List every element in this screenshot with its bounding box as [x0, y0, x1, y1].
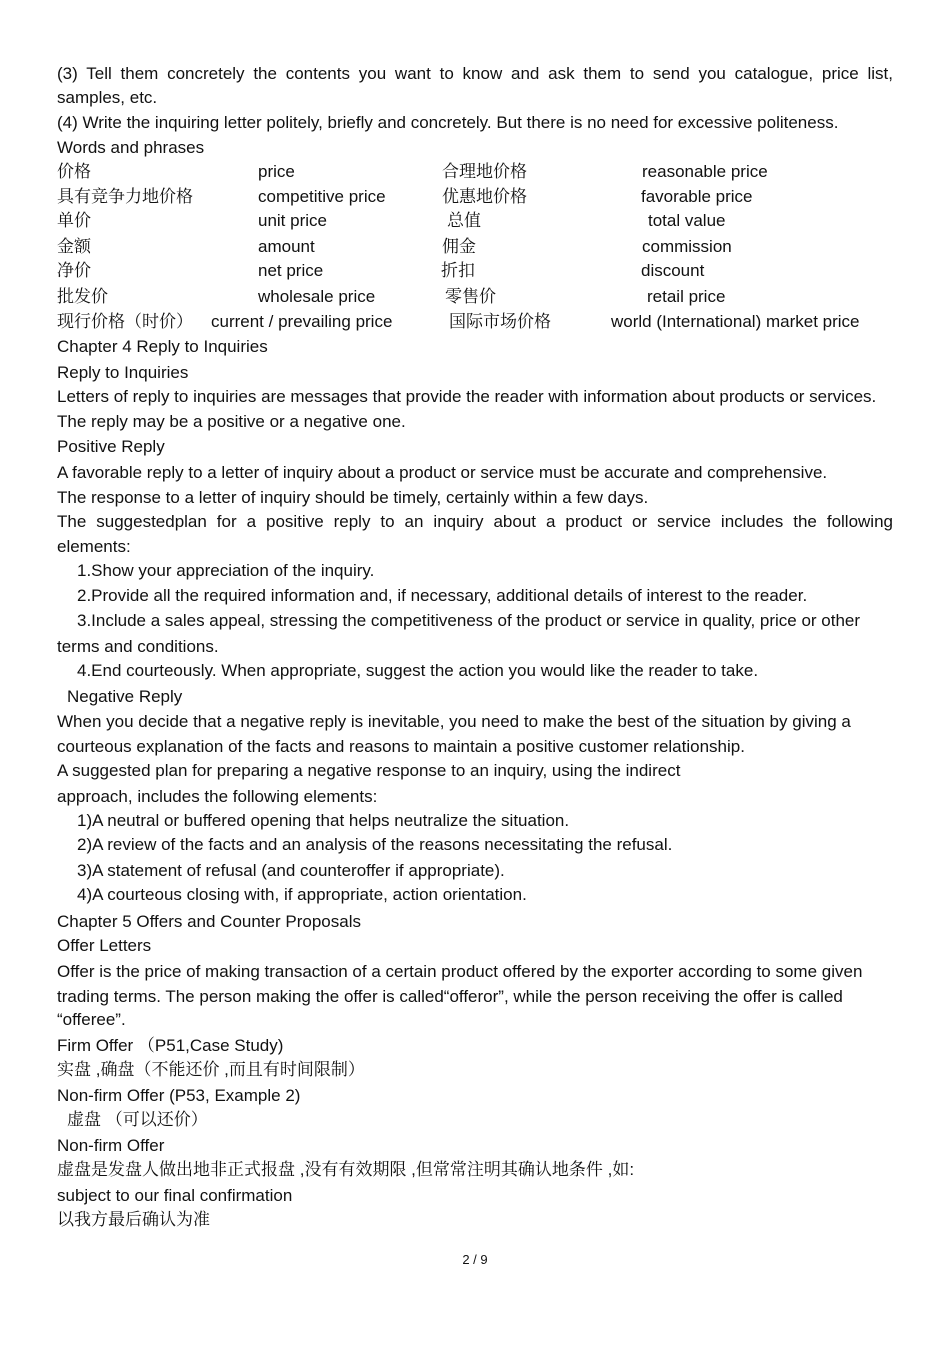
negative-plan-item: 4)A courteous closing with, if appropriate, action orientation. — [77, 885, 527, 904]
firm-offer-cn: 实盘 ,确盘（不能还价 ,而且有时间限制） — [57, 1060, 365, 1079]
vocab-cn-term: 国际市场价格 — [449, 312, 551, 331]
vocab-cn-term: 折扣 — [441, 261, 475, 280]
chapter-5-title: Chapter 5 Offers and Counter Proposals — [57, 912, 361, 931]
vocab-cn-term: 净价 — [57, 261, 91, 280]
vocab-cn-term: 零售价 — [445, 287, 496, 306]
positive-reply-plan-line2: elements: — [57, 537, 131, 556]
vocab-en-term: competitive price — [258, 187, 386, 206]
negative-reply-heading: Negative Reply — [67, 687, 183, 706]
negative-plan-item: 3)A statement of refusal (and counteroffer if appropriate). — [77, 861, 505, 880]
negative-reply-text-line1: When you decide that a negative reply is inevitable, you need to make the best of the situation by giving a — [57, 712, 851, 731]
negative-plan-item: 1)A neutral or buffered opening that helps neutralize the situation. — [77, 811, 570, 830]
vocab-en-term: unit price — [258, 211, 327, 230]
vocab-cn-term: 金额 — [57, 237, 91, 256]
non-firm-offer-cn: 虚盘 （可以还价） — [67, 1110, 208, 1129]
vocab-en-term: discount — [641, 261, 705, 280]
non-firm-offer-description: 虚盘是发盘人做出地非正式报盘 ,没有有效期限 ,但常常注明其确认地条件 ,如: — [57, 1160, 635, 1179]
positive-reply-plan-line1: The suggestedplan for a positive reply to an inquiry about a product or service includes the following — [57, 512, 893, 531]
intro-point-3-line2: samples, etc. — [57, 88, 158, 107]
negative-reply-plan-line1: A suggested plan for preparing a negative response to an inquiry, using the indirect — [57, 761, 681, 780]
vocab-en-term: favorable price — [641, 187, 753, 206]
vocab-en-term: wholesale price — [258, 287, 376, 306]
offer-definition-line3: “offeree”. — [57, 1010, 126, 1029]
vocab-cn-term: 具有竞争力地价格 — [57, 187, 193, 206]
positive-plan-item: 1.Show your appreciation of the inquiry. — [77, 561, 375, 580]
vocab-en-term: current / prevailing price — [211, 312, 393, 331]
positive-plan-item: 3.Include a sales appeal, stressing the competitiveness of the product or service in quality, price or other — [77, 611, 861, 630]
negative-reply-plan-line2: approach, includes the following elements: — [57, 787, 378, 806]
ch4-intro-line2: The reply may be a positive or a negative one. — [57, 412, 406, 431]
chapter-4-title: Chapter 4 Reply to Inquiries — [57, 337, 268, 356]
vocab-cn-term: 佣金 — [442, 237, 476, 256]
vocab-en-term: retail price — [647, 287, 726, 306]
vocab-en-term: amount — [258, 237, 315, 256]
non-firm-offer-heading: Non-firm Offer (P53, Example 2) — [57, 1086, 301, 1105]
confirmation-phrase-cn: 以我方最后确认为准 — [57, 1210, 210, 1229]
vocab-cn-term: 总值 — [447, 211, 481, 230]
vocab-cn-term: 价格 — [57, 162, 91, 181]
intro-point-3-line1: (3) Tell them concretely the contents you want to know and ask them to send you catalogue, price list, — [57, 64, 893, 83]
ch4-intro-line1: Letters of reply to inquiries are messages that provide the reader with information about products or services. — [57, 387, 877, 406]
positive-plan-item: 2.Provide all the required information and, if necessary, additional details of interest to the reader. — [77, 586, 808, 605]
offer-definition-line1: Offer is the price of making transaction of a certain product offered by the exporter according to some given — [57, 962, 863, 981]
vocab-en-term: net price — [258, 261, 324, 280]
vocab-cn-term: 优惠地价格 — [442, 187, 527, 206]
vocab-cn-term: 现行价格（时价） — [57, 312, 193, 331]
vocab-cn-term: 单价 — [57, 211, 91, 230]
chapter-4-subtitle: Reply to Inquiries — [57, 363, 189, 382]
vocab-en-term: price — [258, 162, 295, 181]
offer-definition-line2: trading terms. The person making the offer is called“offeror”, while the person receiving the offer is called — [57, 987, 843, 1006]
vocab-en-term: commission — [642, 237, 732, 256]
confirmation-phrase: subject to our final confirmation — [57, 1186, 293, 1205]
positive-plan-item-cont: terms and conditions. — [57, 637, 219, 656]
vocab-en-term: world (International) market price — [611, 312, 860, 331]
chapter-5-subtitle: Offer Letters — [57, 936, 152, 955]
positive-reply-text: A favorable reply to a letter of inquiry about a product or service must be accurate and comprehensive. — [57, 463, 828, 482]
vocab-heading: Words and phrases — [57, 138, 205, 157]
non-firm-offer-heading: Non-firm Offer — [57, 1136, 165, 1155]
positive-reply-text: The response to a letter of inquiry should be timely, certainly within a few days. — [57, 488, 649, 507]
vocab-en-term: reasonable price — [642, 162, 768, 181]
page-number: 2 / 9 — [462, 1252, 488, 1267]
positive-plan-item: 4.End courteously. When appropriate, suggest the action you would like the reader to take. — [77, 661, 759, 680]
positive-reply-heading: Positive Reply — [57, 437, 165, 456]
vocab-cn-term: 批发价 — [57, 287, 108, 306]
vocab-en-term: total value — [648, 211, 726, 230]
vocab-cn-term: 合理地价格 — [442, 162, 527, 181]
negative-reply-text-line2: courteous explanation of the facts and reasons to maintain a positive customer relationship. — [57, 737, 745, 756]
intro-point-4: (4) Write the inquiring letter politely, briefly and concretely. But there is no need for excessive politeness. — [57, 113, 839, 132]
negative-plan-item: 2)A review of the facts and an analysis of the reasons necessitating the refusal. — [77, 835, 673, 854]
firm-offer-heading: Firm Offer （P51,Case Study) — [57, 1036, 284, 1055]
